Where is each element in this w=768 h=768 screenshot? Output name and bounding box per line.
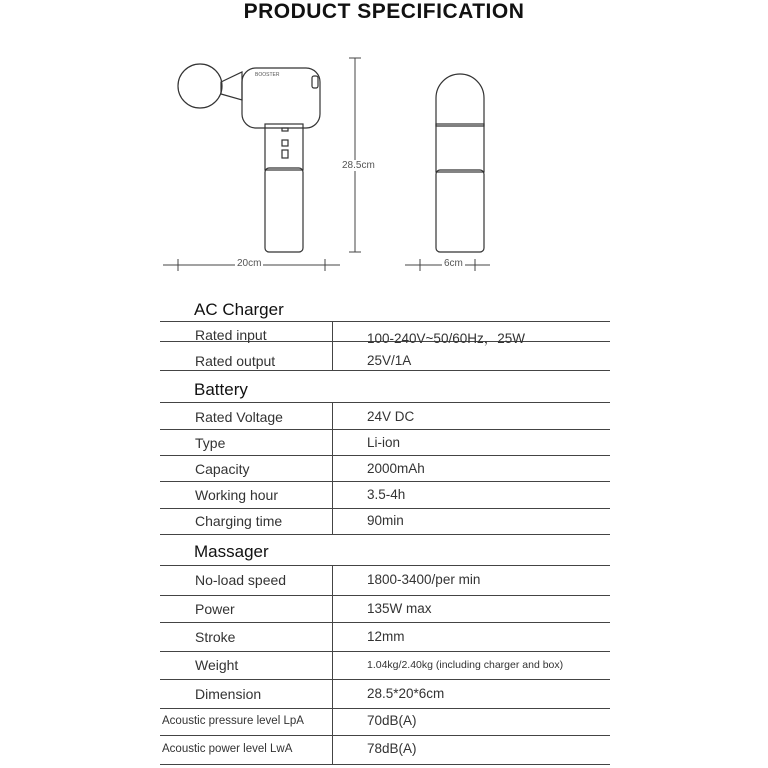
front-view xyxy=(436,74,484,252)
row-value: Li-ion xyxy=(367,435,401,450)
depth-dimension-label: 6cm xyxy=(444,258,463,269)
table-line xyxy=(160,534,610,535)
height-dimension-label: 28.5cm xyxy=(342,160,375,171)
row-label: No-load speed xyxy=(195,572,287,588)
row-label: Stroke xyxy=(195,629,236,645)
table-line xyxy=(160,764,610,765)
row-label: Weight xyxy=(195,657,239,673)
page-title: PRODUCT SPECIFICATION xyxy=(243,0,525,23)
row-value: 1.04kg/2.40kg (including charger and box) xyxy=(367,659,564,671)
row-value: 2000mAh xyxy=(367,461,425,476)
row-value: 135W max xyxy=(367,601,432,616)
brand-text: BOOSTER xyxy=(255,72,280,78)
massage-gun-drawing xyxy=(0,28,768,278)
product-diagram xyxy=(0,28,768,278)
table-line xyxy=(160,508,610,509)
row-value: 28.5*20*6cm xyxy=(367,686,445,701)
row-label: Acoustic pressure level LpA xyxy=(162,715,304,727)
table-line xyxy=(160,481,610,482)
table-line xyxy=(160,429,610,430)
row-label: Rated input xyxy=(195,327,267,343)
column-divider xyxy=(332,321,333,370)
row-value: 90min xyxy=(367,513,404,528)
table-line xyxy=(160,321,610,322)
row-label: Charging time xyxy=(195,513,283,529)
row-label: Acoustic power level LwA xyxy=(162,743,293,755)
row-value: 78dB(A) xyxy=(367,741,417,756)
table-line xyxy=(160,370,610,371)
column-divider xyxy=(332,565,333,764)
row-label: Rated output xyxy=(195,353,276,369)
row-value: 70dB(A) xyxy=(367,713,417,728)
section-heading-massager: Massager xyxy=(194,542,269,561)
section-heading-battery: Battery xyxy=(194,380,248,399)
table-line xyxy=(160,708,610,709)
table-line xyxy=(160,651,610,652)
row-value: 100-240V~50/60Hz，25W xyxy=(367,331,525,346)
row-label: Capacity xyxy=(195,461,250,477)
row-value: 12mm xyxy=(367,629,405,644)
column-divider xyxy=(332,402,333,534)
side-view xyxy=(178,64,320,252)
table-line xyxy=(160,679,610,680)
row-label: Power xyxy=(195,601,235,617)
row-value: 1800-3400/per min xyxy=(367,572,481,587)
row-label: Dimension xyxy=(195,686,262,702)
table-line xyxy=(160,622,610,623)
row-value: 25V/1A xyxy=(367,353,412,368)
row-label: Type xyxy=(195,435,226,451)
width-dimension-label: 20cm xyxy=(237,258,262,269)
table-line xyxy=(160,595,610,596)
table-line xyxy=(160,565,610,566)
table-line xyxy=(160,455,610,456)
section-heading-ac-charger: AC Charger xyxy=(194,300,284,319)
row-label: Rated Voltage xyxy=(195,409,283,425)
table-line xyxy=(160,402,610,403)
table-line xyxy=(160,735,610,736)
row-label: Working hour xyxy=(195,487,279,503)
row-value: 3.5-4h xyxy=(367,487,406,502)
row-value: 24V DC xyxy=(367,409,415,424)
